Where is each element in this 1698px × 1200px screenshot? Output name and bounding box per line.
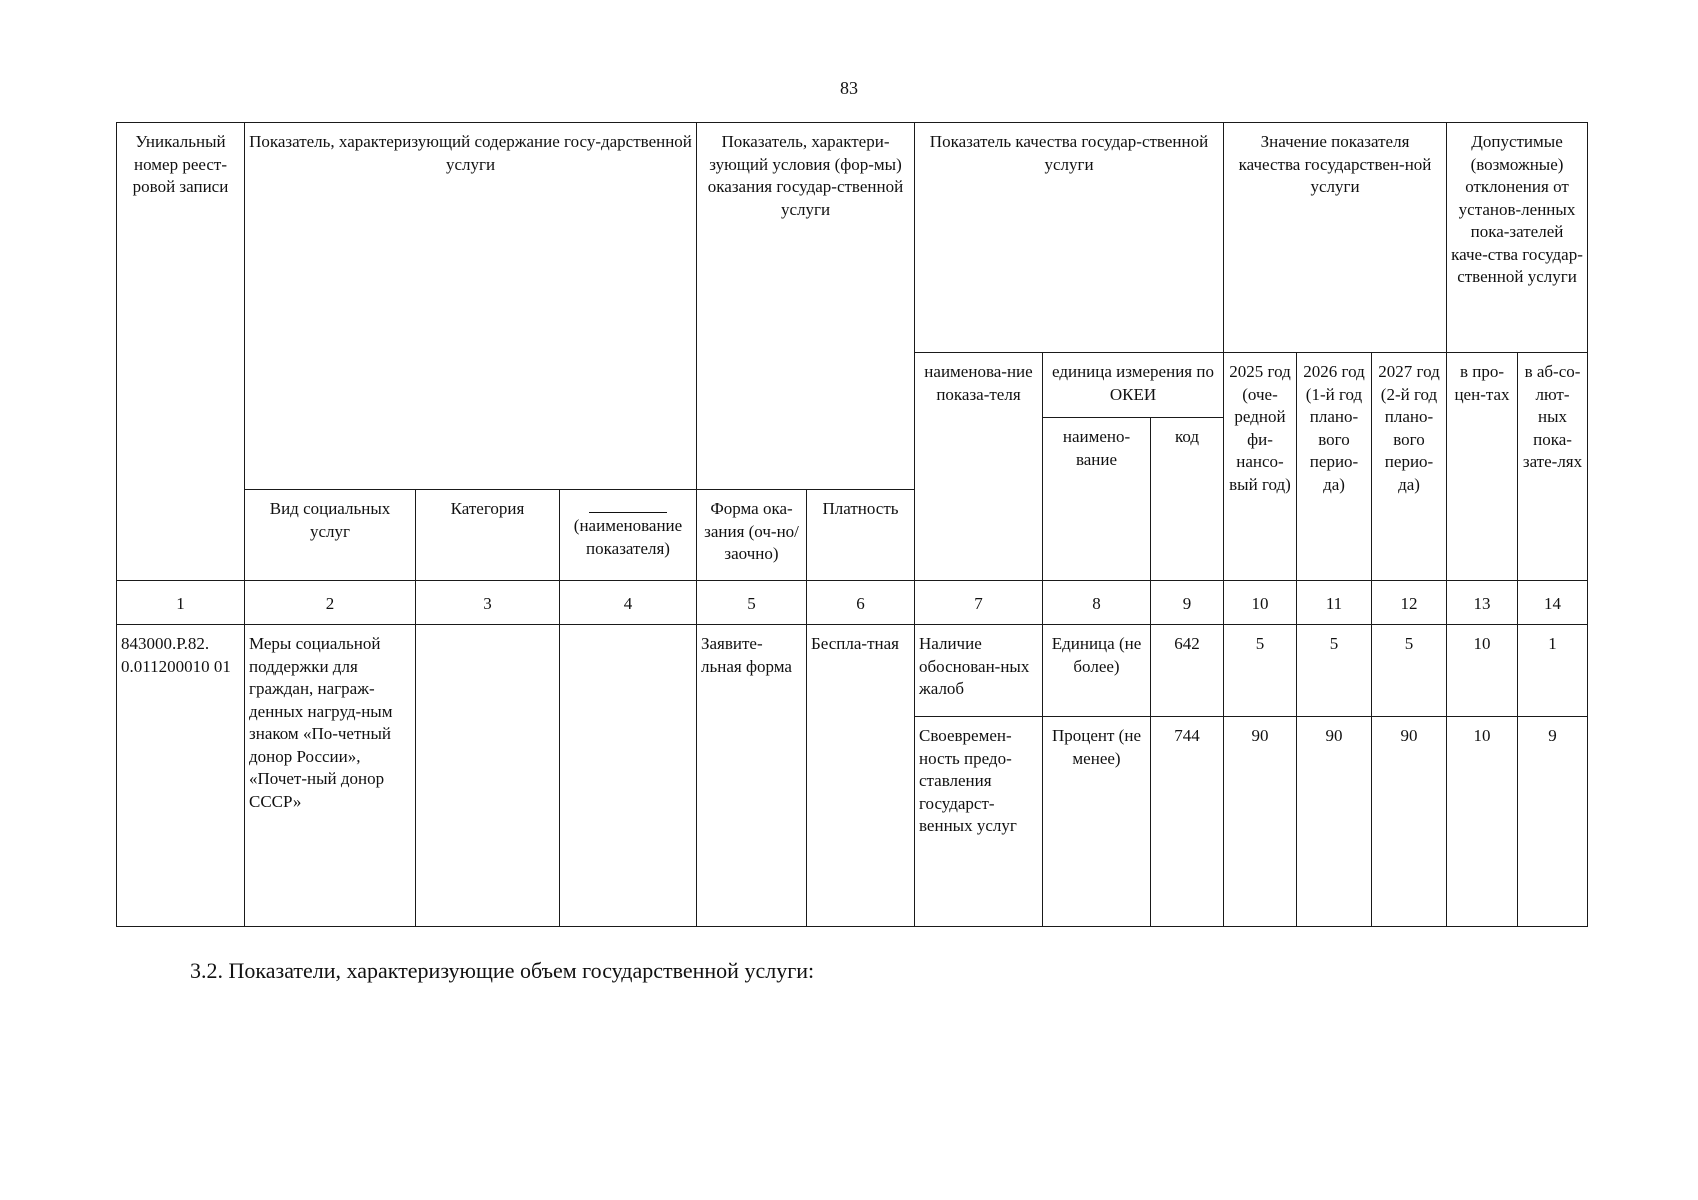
row-deviation-percent: 10 xyxy=(1447,717,1518,927)
section-heading: 3.2. Показатели, характеризующие объем государственной услуги: xyxy=(190,958,815,983)
record-unique-number: 843000.Р.82. 0.011200010 01 xyxy=(117,625,245,927)
header-okei-unit: единица измерения по ОКЕИ xyxy=(1043,353,1224,418)
header-indicator-placeholder-label: (наименование показателя) xyxy=(573,516,683,558)
header-payment: Платность xyxy=(807,490,915,581)
row-unit-name: Процент (не менее) xyxy=(1043,717,1151,927)
column-number: 11 xyxy=(1297,581,1372,625)
row-indicator: Наличие обоснован-ных жалоб xyxy=(915,625,1043,717)
column-number-row xyxy=(117,581,1588,625)
quality-indicators-table xyxy=(116,122,1588,927)
row-value-2025: 5 xyxy=(1224,625,1297,717)
header-row-1 xyxy=(117,123,1588,353)
column-number: 5 xyxy=(697,581,807,625)
column-number: 2 xyxy=(245,581,416,625)
row-deviation-absolute: 9 xyxy=(1518,717,1588,927)
record-category xyxy=(416,625,560,927)
header-conditions-indicator: Показатель, характери-зующий условия (фор-мы) оказания государ-ственной услуги xyxy=(697,123,915,490)
record-indicator-placeholder xyxy=(560,625,697,927)
column-number: 13 xyxy=(1447,581,1518,625)
record-payment: Беспла-тная xyxy=(807,625,915,927)
row-deviation-percent: 10 xyxy=(1447,625,1518,717)
header-quality-value: Значение показателя качества государствен-ной услуги xyxy=(1224,123,1447,353)
column-number: 9 xyxy=(1151,581,1224,625)
row-value-2025: 90 xyxy=(1224,717,1297,927)
table-row xyxy=(117,625,1588,717)
header-okei-name: наимено-вание xyxy=(1043,418,1151,581)
row-value-2027: 90 xyxy=(1372,717,1447,927)
header-service-type: Вид социальных услуг xyxy=(245,490,416,581)
row-unit-code: 744 xyxy=(1151,717,1224,927)
header-okei-code: код xyxy=(1151,418,1224,581)
column-number: 1 xyxy=(117,581,245,625)
column-number: 10 xyxy=(1224,581,1297,625)
row-indicator: Своевремен-ность предо-ставления государст-венных услуг xyxy=(915,717,1043,927)
row-deviation-absolute: 1 xyxy=(1518,625,1588,717)
column-number: 12 xyxy=(1372,581,1447,625)
header-unique-number: Уникальный номер реест-ровой записи xyxy=(117,123,245,581)
header-year-2025: 2025 год (оче-редной фи-нансо-вый год) xyxy=(1224,353,1297,581)
header-indicator-name: наименова-ние показа-теля xyxy=(915,353,1043,581)
column-number: 7 xyxy=(915,581,1043,625)
row-value-2026: 90 xyxy=(1297,717,1372,927)
row-value-2027: 5 xyxy=(1372,625,1447,717)
header-in-percent: в про-цен-тах xyxy=(1447,353,1518,581)
header-in-absolute: в аб-со-лют-ных пока-зате-лях xyxy=(1518,353,1588,581)
header-year-2026: 2026 год (1-й год плано-вого перио-да) xyxy=(1297,353,1372,581)
column-number: 6 xyxy=(807,581,915,625)
column-number: 8 xyxy=(1043,581,1151,625)
header-year-2027: 2027 год (2-й год плано-вого перио-да) xyxy=(1372,353,1447,581)
row-unit-name: Единица (не более) xyxy=(1043,625,1151,717)
record-service-type: Меры социальной поддержки для граждан, награж-денных нагруд-ным знаком «По-четный донор России», «Почет-ный донор СССР» xyxy=(245,625,416,927)
blank-line xyxy=(589,502,667,513)
header-form-of-provision: Форма ока-зания (оч-но/заочно) xyxy=(697,490,807,581)
record-form: Заявите-льная форма xyxy=(697,625,807,927)
header-category: Категория xyxy=(416,490,560,581)
header-allowed-deviation: Допустимые (возможные) отклонения от установ-ленных пока-зателей каче-ства государ-ственной услуги xyxy=(1447,123,1588,353)
column-number: 14 xyxy=(1518,581,1588,625)
row-unit-code: 642 xyxy=(1151,625,1224,717)
column-number: 3 xyxy=(416,581,560,625)
header-quality-indicator: Показатель качества государ-ственной услуги xyxy=(915,123,1224,353)
row-value-2026: 5 xyxy=(1297,625,1372,717)
column-number: 4 xyxy=(560,581,697,625)
header-content-indicator: Показатель, характеризующий содержание госу-дарственной услуги xyxy=(245,123,697,490)
page-number: 83 xyxy=(840,78,858,98)
header-indicator-placeholder xyxy=(560,490,697,581)
